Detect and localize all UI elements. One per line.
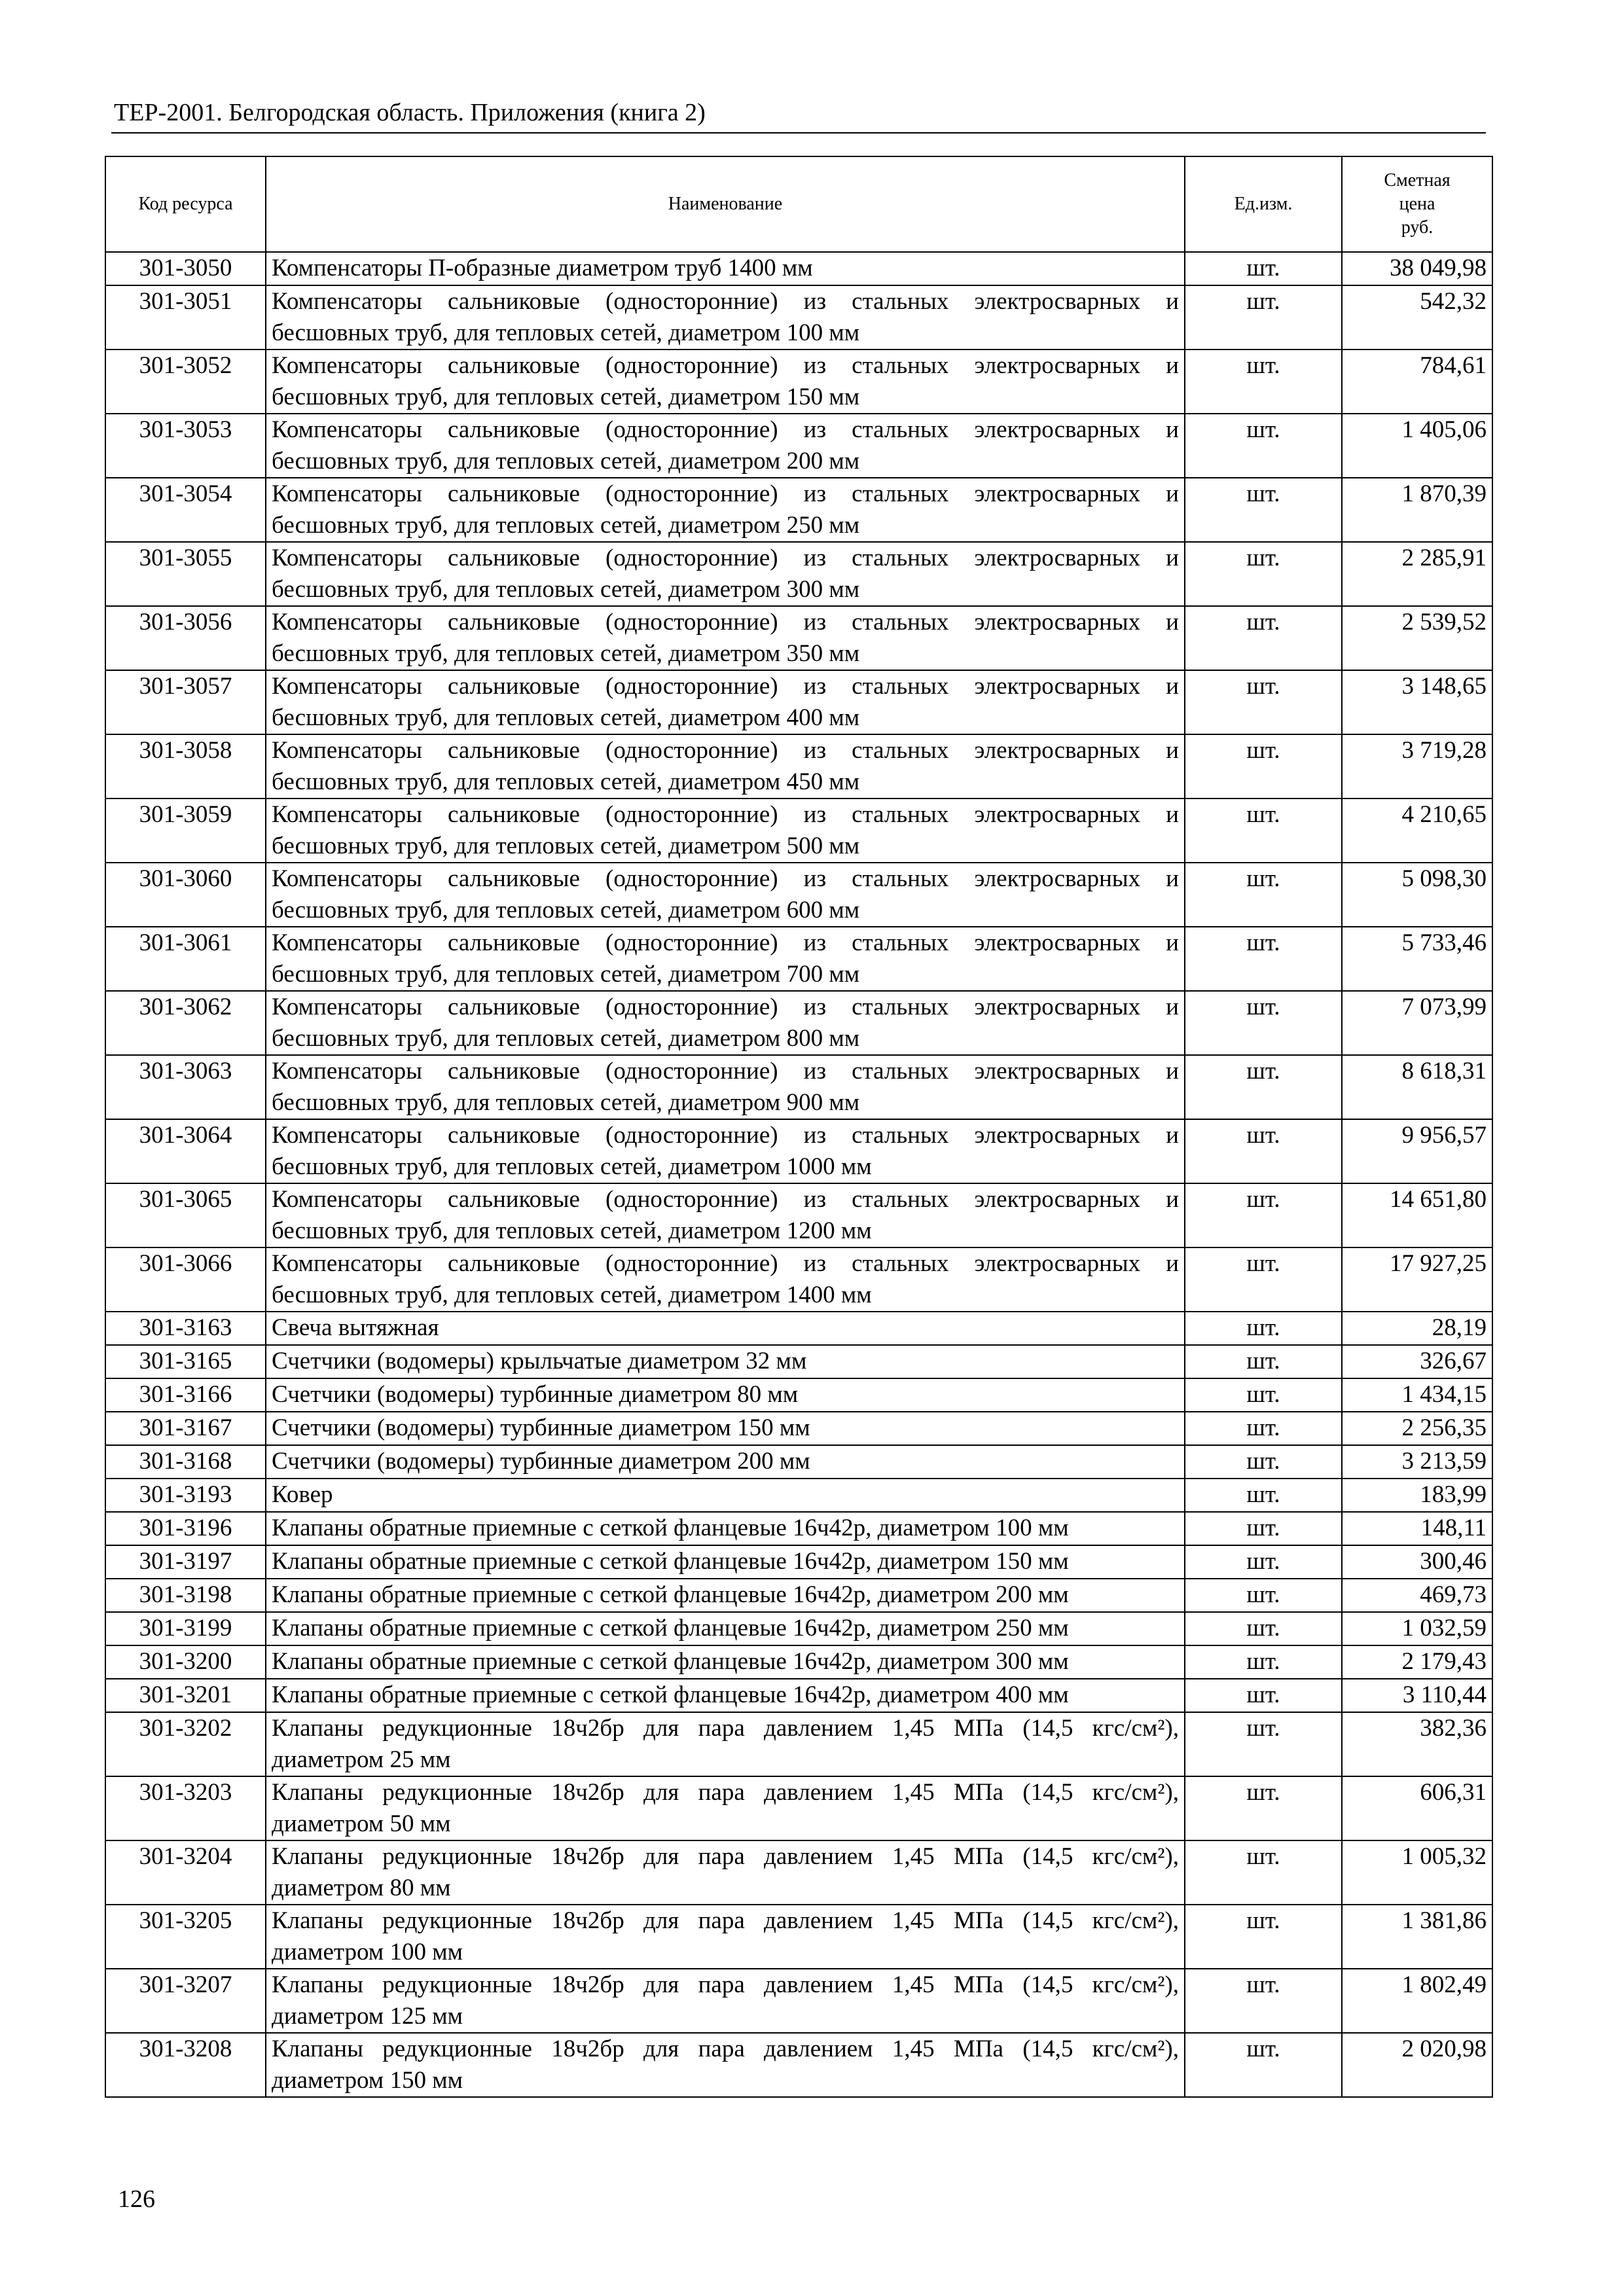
price-cell: 9 956,57: [1342, 1119, 1492, 1183]
table-row: [105, 927, 1492, 991]
resource-code-cell: 301-3059: [105, 798, 266, 863]
price-cell: 3 719,28: [1342, 734, 1492, 798]
unit-cell: шт.: [1185, 1345, 1342, 1378]
column-header-unit: Ед.изм.: [1185, 156, 1342, 252]
price-cell: 1 405,06: [1342, 414, 1492, 478]
table-row: [105, 1969, 1492, 2033]
resource-code-cell: 301-3062: [105, 991, 266, 1055]
price-cell: 2 256,35: [1342, 1412, 1492, 1445]
unit-cell: шт.: [1185, 606, 1342, 670]
price-cell: 469,73: [1342, 1579, 1492, 1612]
table-row: [105, 606, 1492, 670]
resource-code-cell: 301-3064: [105, 1119, 266, 1183]
table-row: [105, 350, 1492, 414]
table-row: [105, 1545, 1492, 1579]
unit-cell: шт.: [1185, 1183, 1342, 1247]
resource-name-cell: Клапаны редукционные 18ч2бр для пара давлением 1,45 МПа (14,5 кгс/см²), диаметром 80 мм: [266, 1840, 1185, 1905]
resource-name-cell: Компенсаторы сальниковые (односторонние) из стальных электросварных и бесшовных труб, для тепловых сетей, диаметром 250 мм: [266, 478, 1185, 542]
resource-code-cell: 301-3205: [105, 1905, 266, 1969]
unit-cell: шт.: [1185, 1840, 1342, 1905]
table-row: [105, 1445, 1492, 1479]
resource-code-cell: 301-3058: [105, 734, 266, 798]
unit-cell: шт.: [1185, 1969, 1342, 2033]
resource-name-cell: Свеча вытяжная: [266, 1312, 1185, 1345]
unit-cell: шт.: [1185, 991, 1342, 1055]
resource-code-cell: 301-3201: [105, 1679, 266, 1712]
resource-name-cell: Счетчики (водомеры) турбинные диаметром 150 мм: [266, 1412, 1185, 1445]
unit-cell: шт.: [1185, 1445, 1342, 1479]
resource-code-cell: 301-3202: [105, 1712, 266, 1776]
table-row: [105, 414, 1492, 478]
column-header-name: Наименование: [266, 156, 1185, 252]
price-cell: 8 618,31: [1342, 1055, 1492, 1119]
resource-code-cell: 301-3166: [105, 1378, 266, 1412]
unit-cell: шт.: [1185, 670, 1342, 734]
resource-name-cell: Компенсаторы сальниковые (односторонние) из стальных электросварных и бесшовных труб, для тепловых сетей, диаметром 400 мм: [266, 670, 1185, 734]
price-cell: 2 179,43: [1342, 1645, 1492, 1679]
resource-code-cell: 301-3197: [105, 1545, 266, 1579]
unit-cell: шт.: [1185, 2033, 1342, 2097]
resource-code-cell: 301-3200: [105, 1645, 266, 1679]
table-row: [105, 285, 1492, 350]
unit-cell: шт.: [1185, 1055, 1342, 1119]
resource-name-cell: Компенсаторы сальниковые (односторонние) из стальных электросварных и бесшовных труб, для тепловых сетей, диаметром 350 мм: [266, 606, 1185, 670]
resource-name-cell: Компенсаторы сальниковые (односторонние) из стальных электросварных и бесшовных труб, для тепловых сетей, диаметром 1200 мм: [266, 1183, 1185, 1247]
table-row: [105, 1712, 1492, 1776]
unit-cell: шт.: [1185, 1119, 1342, 1183]
price-cell: 1 870,39: [1342, 478, 1492, 542]
unit-cell: шт.: [1185, 734, 1342, 798]
resource-code-cell: 301-3066: [105, 1247, 266, 1312]
resource-code-cell: 301-3052: [105, 350, 266, 414]
resource-code-cell: 301-3051: [105, 285, 266, 350]
resource-code-cell: 301-3056: [105, 606, 266, 670]
table-row: [105, 1119, 1492, 1183]
resource-name-cell: Компенсаторы сальниковые (односторонние) из стальных электросварных и бесшовных труб, для тепловых сетей, диаметром 450 мм: [266, 734, 1185, 798]
table-row: [105, 991, 1492, 1055]
resource-name-cell: Счетчики (водомеры) турбинные диаметром 80 мм: [266, 1378, 1185, 1412]
resource-code-cell: 301-3168: [105, 1445, 266, 1479]
resource-code-cell: 301-3060: [105, 863, 266, 927]
price-cell: 784,61: [1342, 350, 1492, 414]
table-row: [105, 2033, 1492, 2097]
price-cell: 3 213,59: [1342, 1445, 1492, 1479]
unit-cell: шт.: [1185, 927, 1342, 991]
unit-cell: шт.: [1185, 1776, 1342, 1840]
resource-code-cell: 301-3193: [105, 1479, 266, 1512]
resource-name-cell: Компенсаторы сальниковые (односторонние) из стальных электросварных и бесшовных труб, для тепловых сетей, диаметром 200 мм: [266, 414, 1185, 478]
price-cell: 1 434,15: [1342, 1378, 1492, 1412]
resource-name-cell: Клапаны редукционные 18ч2бр для пара давлением 1,45 МПа (14,5 кгс/см²), диаметром 25 мм: [266, 1712, 1185, 1776]
resource-code-cell: 301-3167: [105, 1412, 266, 1445]
resource-name-cell: Клапаны обратные приемные с сеткой фланцевые 16ч42р, диаметром 250 мм: [266, 1612, 1185, 1645]
resource-name-cell: Компенсаторы сальниковые (односторонние) из стальных электросварных и бесшовных труб, для тепловых сетей, диаметром 600 мм: [266, 863, 1185, 927]
resource-name-cell: Клапаны обратные приемные с сеткой фланцевые 16ч42р, диаметром 400 мм: [266, 1679, 1185, 1712]
unit-cell: шт.: [1185, 542, 1342, 606]
unit-cell: шт.: [1185, 1579, 1342, 1612]
resource-name-cell: Компенсаторы сальниковые (односторонние) из стальных электросварных и бесшовных труб, для тепловых сетей, диаметром 900 мм: [266, 1055, 1185, 1119]
price-cell: 17 927,25: [1342, 1247, 1492, 1312]
table-row: [105, 542, 1492, 606]
column-header-code: Код ресурса: [105, 156, 266, 252]
unit-cell: шт.: [1185, 1378, 1342, 1412]
table-row: [105, 1579, 1492, 1612]
price-cell: 5 098,30: [1342, 863, 1492, 927]
resource-code-cell: 301-3165: [105, 1345, 266, 1378]
resource-name-cell: Компенсаторы сальниковые (односторонние) из стальных электросварных и бесшовных труб, для тепловых сетей, диаметром 700 мм: [266, 927, 1185, 991]
column-header-price: [1342, 156, 1492, 252]
unit-cell: шт.: [1185, 1545, 1342, 1579]
resource-code-cell: 301-3198: [105, 1579, 266, 1612]
unit-cell: шт.: [1185, 414, 1342, 478]
unit-cell: шт.: [1185, 1412, 1342, 1445]
resource-price-table: [105, 156, 1493, 2098]
table-row: [105, 670, 1492, 734]
resource-name-cell: Компенсаторы сальниковые (односторонние) из стальных электросварных и бесшовных труб, для тепловых сетей, диаметром 100 мм: [266, 285, 1185, 350]
resource-name-cell: Клапаны редукционные 18ч2бр для пара давлением 1,45 МПа (14,5 кгс/см²), диаметром 125 мм: [266, 1969, 1185, 2033]
resource-code-cell: 301-3055: [105, 542, 266, 606]
resource-name-cell: Счетчики (водомеры) турбинные диаметром 200 мм: [266, 1445, 1185, 1479]
resource-code-cell: 301-3053: [105, 414, 266, 478]
table-row: [105, 1345, 1492, 1378]
table-row: [105, 1378, 1492, 1412]
resource-name-cell: Клапаны обратные приемные с сеткой фланцевые 16ч42р, диаметром 100 мм: [266, 1512, 1185, 1545]
resource-code-cell: 301-3199: [105, 1612, 266, 1645]
unit-cell: шт.: [1185, 252, 1342, 285]
price-cell: 3 148,65: [1342, 670, 1492, 734]
resource-name-cell: Компенсаторы сальниковые (односторонние) из стальных электросварных и бесшовных труб, для тепловых сетей, диаметром 150 мм: [266, 350, 1185, 414]
table-row: [105, 1512, 1492, 1545]
price-cell: 4 210,65: [1342, 798, 1492, 863]
table-row: [105, 478, 1492, 542]
column-header-price-line: цена: [1399, 194, 1435, 214]
table-row: [105, 1905, 1492, 1969]
table-row: [105, 252, 1492, 285]
resource-code-cell: 301-3063: [105, 1055, 266, 1119]
price-cell: 5 733,46: [1342, 927, 1492, 991]
table-header-row: [105, 156, 1492, 252]
table-row: [105, 1183, 1492, 1247]
resource-code-cell: 301-3204: [105, 1840, 266, 1905]
price-cell: 2 020,98: [1342, 2033, 1492, 2097]
table-row: [105, 1055, 1492, 1119]
unit-cell: шт.: [1185, 1512, 1342, 1545]
price-cell: 38 049,98: [1342, 252, 1492, 285]
price-cell: 326,67: [1342, 1345, 1492, 1378]
unit-cell: шт.: [1185, 285, 1342, 350]
resource-code-cell: 301-3065: [105, 1183, 266, 1247]
resource-code-cell: 301-3050: [105, 252, 266, 285]
resource-name-cell: Счетчики (водомеры) крыльчатые диаметром 32 мм: [266, 1345, 1185, 1378]
resource-name-cell: Компенсаторы сальниковые (односторонние) из стальных электросварных и бесшовных труб, для тепловых сетей, диаметром 300 мм: [266, 542, 1185, 606]
unit-cell: шт.: [1185, 1479, 1342, 1512]
resource-name-cell: Клапаны обратные приемные с сеткой фланцевые 16ч42р, диаметром 200 мм: [266, 1579, 1185, 1612]
table-row: [105, 863, 1492, 927]
resource-name-cell: Клапаны обратные приемные с сеткой фланцевые 16ч42р, диаметром 300 мм: [266, 1645, 1185, 1679]
table-row: [105, 798, 1492, 863]
column-header-price-line: руб.: [1401, 217, 1434, 238]
resource-name-cell: Компенсаторы П-образные диаметром труб 1400 мм: [266, 252, 1185, 285]
unit-cell: шт.: [1185, 1905, 1342, 1969]
table-row: [105, 1412, 1492, 1445]
resource-code-cell: 301-3196: [105, 1512, 266, 1545]
header-divider: [111, 132, 1486, 134]
resource-code-cell: 301-3054: [105, 478, 266, 542]
resource-name-cell: Компенсаторы сальниковые (односторонние) из стальных электросварных и бесшовных труб, для тепловых сетей, диаметром 800 мм: [266, 991, 1185, 1055]
price-cell: 542,32: [1342, 285, 1492, 350]
unit-cell: шт.: [1185, 478, 1342, 542]
table-row: [105, 1247, 1492, 1312]
unit-cell: шт.: [1185, 1247, 1342, 1312]
unit-cell: шт.: [1185, 1645, 1342, 1679]
price-cell: 148,11: [1342, 1512, 1492, 1545]
unit-cell: шт.: [1185, 798, 1342, 863]
price-cell: 7 073,99: [1342, 991, 1492, 1055]
page-number: 126: [118, 2185, 155, 2213]
price-cell: 1 381,86: [1342, 1905, 1492, 1969]
table-row: [105, 1312, 1492, 1345]
table-row: [105, 1479, 1492, 1512]
resource-code-cell: 301-3061: [105, 927, 266, 991]
resource-name-cell: Ковер: [266, 1479, 1185, 1512]
column-header-price-line: Сметная: [1384, 170, 1451, 190]
table-row: [105, 1840, 1492, 1905]
unit-cell: шт.: [1185, 350, 1342, 414]
table-row: [105, 1679, 1492, 1712]
page-header-title: ТЕР-2001. Белгородская область. Приложения (книга 2): [114, 99, 706, 126]
table-row: [105, 734, 1492, 798]
price-cell: 183,99: [1342, 1479, 1492, 1512]
resource-name-cell: Компенсаторы сальниковые (односторонние) из стальных электросварных и бесшовных труб, для тепловых сетей, диаметром 1400 мм: [266, 1247, 1185, 1312]
resource-name-cell: Компенсаторы сальниковые (односторонние) из стальных электросварных и бесшовных труб, для тепловых сетей, диаметром 1000 мм: [266, 1119, 1185, 1183]
resource-code-cell: 301-3207: [105, 1969, 266, 2033]
price-cell: 1 802,49: [1342, 1969, 1492, 2033]
unit-cell: шт.: [1185, 1612, 1342, 1645]
resource-code-cell: 301-3203: [105, 1776, 266, 1840]
resource-code-cell: 301-3163: [105, 1312, 266, 1345]
price-cell: 14 651,80: [1342, 1183, 1492, 1247]
resource-name-cell: Клапаны редукционные 18ч2бр для пара давлением 1,45 МПа (14,5 кгс/см²), диаметром 50 мм: [266, 1776, 1185, 1840]
resource-code-cell: 301-3208: [105, 2033, 266, 2097]
table-row: [105, 1612, 1492, 1645]
unit-cell: шт.: [1185, 1312, 1342, 1345]
resource-name-cell: Компенсаторы сальниковые (односторонние) из стальных электросварных и бесшовных труб, для тепловых сетей, диаметром 500 мм: [266, 798, 1185, 863]
resource-code-cell: 301-3057: [105, 670, 266, 734]
resource-name-cell: Клапаны обратные приемные с сеткой фланцевые 16ч42р, диаметром 150 мм: [266, 1545, 1185, 1579]
table-row: [105, 1645, 1492, 1679]
price-cell: 300,46: [1342, 1545, 1492, 1579]
price-cell: 28,19: [1342, 1312, 1492, 1345]
price-cell: 1 032,59: [1342, 1612, 1492, 1645]
unit-cell: шт.: [1185, 863, 1342, 927]
resource-name-cell: Клапаны редукционные 18ч2бр для пара давлением 1,45 МПа (14,5 кгс/см²), диаметром 100 мм: [266, 1905, 1185, 1969]
price-cell: 1 005,32: [1342, 1840, 1492, 1905]
price-cell: 382,36: [1342, 1712, 1492, 1776]
price-cell: 2 285,91: [1342, 542, 1492, 606]
unit-cell: шт.: [1185, 1679, 1342, 1712]
unit-cell: шт.: [1185, 1712, 1342, 1776]
resource-name-cell: Клапаны редукционные 18ч2бр для пара давлением 1,45 МПа (14,5 кгс/см²), диаметром 150 мм: [266, 2033, 1185, 2097]
table-body: [105, 252, 1492, 2097]
table-row: [105, 1776, 1492, 1840]
price-cell: 606,31: [1342, 1776, 1492, 1840]
price-cell: 2 539,52: [1342, 606, 1492, 670]
price-cell: 3 110,44: [1342, 1679, 1492, 1712]
